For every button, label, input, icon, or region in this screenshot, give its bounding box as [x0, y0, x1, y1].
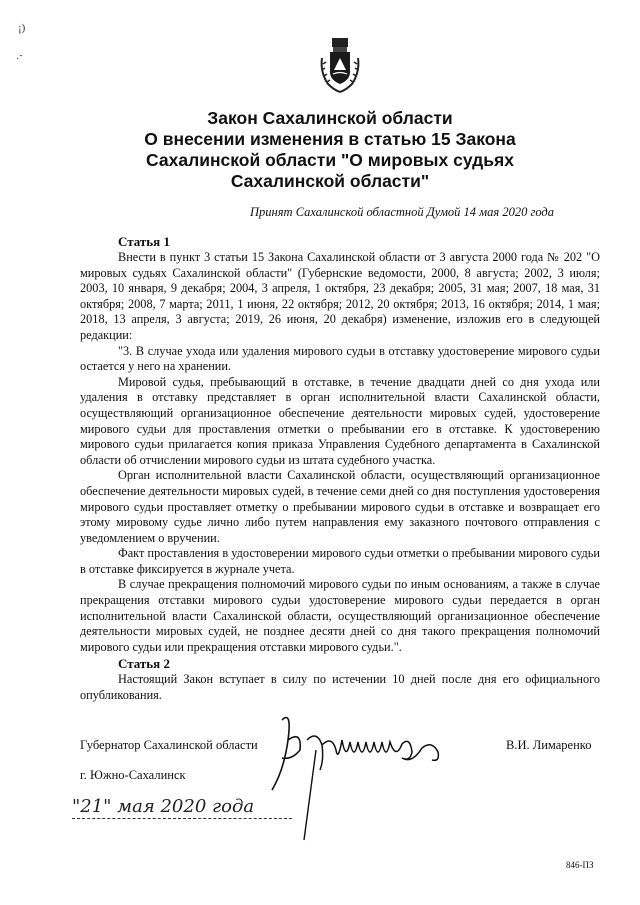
governor-title: Губернатор Сахалинской области	[80, 738, 258, 752]
corner-mark-small: ·˘	[16, 54, 23, 65]
article-1-heading: Статья 1	[118, 234, 170, 249]
governor-name: В.И. Лимаренко	[506, 738, 592, 752]
title-line-1: Закон Сахалинской области	[207, 108, 453, 128]
article-1-paragraph-3: Орган исполнительной власти Сахалинской области, осуществляющий организационное обеспечение деятельности мировых судей, в течение семи дней со дня поступления удостоверения мирового судьи проставляет отметку о пребывании мирового судьи в отставке и возвращает его этому мировому судье лично либо путем направления ему заказного почтового отправления с уведомлением о вручении.	[80, 468, 600, 545]
article-1-intro: Внести в пункт 3 статьи 15 Закона Сахалинской области от 3 августа 2000 года № 202 "О мировых судьях Сахалинской области" (Губернские ведомости, 2000, 8 августа; 2002, 3 июля; 2003, 10 января, 9 декабря; 2004, 3 апреля, 1 октября, 23 декабря; 2005, 31 мая; 2007, 18 мая, 31 октября; 2008, 7 марта; 2011, 1 июня, 22 октября; 2012, 20 октября; 2013, 16 октября; 2014, 1 мая; 2018, 13 апреля, 3 августа; 2019, 26 июня, 20 декабря) изменение, изложив его в следующей редакции:	[80, 250, 600, 342]
article-1-paragraph-2: Мировой судья, пребывающий в отставке, в течение двадцати дней со дня ухода или удаления в отставку представляет в орган исполнительной власти Сахалинской области, осуществляющий организационное обеспечение деятельности мировых судей, удостоверение мирового судьи для проставления отметки о пребывании его в отставке. К удостоверению мирового судьи прилагается копия приказа Управления Судебного департамента в Сахалинской области об отчислении мирового судьи из штата судебного участка.	[80, 374, 600, 467]
date-underline	[72, 818, 292, 819]
title-line-3: Сахалинской области "О мировых судьях	[146, 150, 514, 170]
article-2-text: Настоящий Закон вступает в силу по истечении 10 дней после дня его официального опубликования.	[80, 672, 600, 702]
article-1-paragraph-1: "3. В случае ухода или удаления мирового судьи в отставку удостоверение мирового судьи остается у него на хранении.	[80, 343, 600, 374]
title-line-4: Сахалинской области"	[230, 171, 430, 191]
adoption-note: Принят Сахалинской областной Думой 14 мая 2020 года	[250, 205, 554, 219]
city: г. Южно-Сахалинск	[80, 768, 186, 782]
law-title	[100, 108, 560, 192]
handwritten-signature	[262, 700, 502, 850]
corner-mark: ¡)	[18, 22, 26, 34]
article-2-heading: Статья 2	[118, 656, 170, 671]
article-2-body	[80, 672, 600, 703]
document-number: 846-ПЗ	[566, 860, 594, 870]
article-1-paragraph-4: Факт проставления в удостоверении мирового судьи отметки о пребывании мирового судьи в отставке фиксируется в журнале учета.	[80, 546, 600, 576]
title-line-2: О внесении изменения в статью 15 Закона	[144, 129, 516, 149]
article-1-paragraph-5: В случае прекращения полномочий мирового судьи по иным основаниям, а также в случае прекращения отставки мирового судьи удостоверение мирового судьи передается в орган исполнительной власти Сахалинской области, осуществляющий организационное обеспечение деятельности мировых судей, не позднее десяти дней со дня такого прекращения полномочий мирового судьи или прекращения отставки мирового судьи.".	[80, 577, 600, 654]
coat-of-arms-icon	[318, 38, 362, 94]
article-1-body	[80, 250, 600, 655]
signing-date: "21" мая 2020 года	[72, 796, 255, 817]
